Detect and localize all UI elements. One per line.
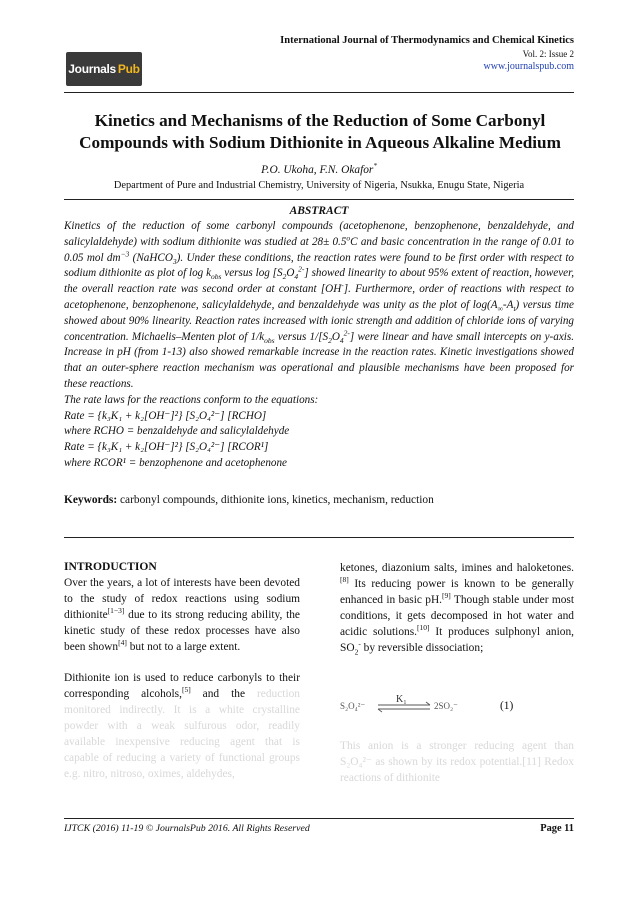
journal-website-link[interactable]: www.journalspub.com <box>483 61 574 72</box>
journal-name: International Journal of Thermodynamics and Chemical Kinetics <box>280 35 574 46</box>
reaction-constant: K₁ <box>396 694 407 705</box>
header-divider <box>64 92 574 93</box>
right-paragraph-2-faded: This anion is a stronger reducing agent than S₂O₄²⁻ as shown by its redox potential.[11] Redox reactions of dithionite <box>340 740 574 784</box>
right-column <box>340 560 574 656</box>
abstract-body <box>64 219 574 472</box>
volume-issue: Vol. 2: Issue 2 <box>522 49 574 59</box>
authors: P.O. Ukoha, F.N. Okafor* <box>261 162 377 176</box>
abstract-heading: ABSTRACT <box>289 205 349 217</box>
rate-equation-1: Rate = {k₃K₁ + k₂[OH⁻]²} [S₂O₄²⁻] [RCHO] <box>64 409 267 422</box>
reaction-product: 2SO₂⁻ <box>434 701 458 711</box>
logo-word: Journals <box>68 62 116 76</box>
paper-title: Kinetics and Mechanisms of the Reduction of Some Carbonyl Compounds with Sodium Dithionite in Aqueous Alkaline Medium <box>79 111 561 152</box>
faded-text: reduction monitored indirectly. It is a white crystalline powder with a weak sulfurous odor, readily available inexpensive reducing agent that is capable of reducing a variety of functional groups e.g. nitro, nitroso, oximes, aldehydes, <box>64 688 300 780</box>
reaction-reactant: S₂O₄²⁻ <box>340 701 366 711</box>
forward-arrow-head <box>426 702 430 705</box>
page-number: Page 11 <box>540 823 574 834</box>
intro-paragraph-2: Dithionite ion is used to reduce carbonyls to their corresponding alcohols,[5] and the reduction monitored indirectly. It is a white crystalline powder with a weak sulfurous odor, readily available inexpensive reducing agent that is capable of reducing a variety of functional groups e.g. nitro, nitroso, oximes, aldehydes, <box>64 672 300 780</box>
footer-copyright: IJTCK (2016) 11-19 © JournalsPub 2016. All Rights Reserved <box>64 823 310 834</box>
footer-divider <box>64 818 574 819</box>
right-paragraph-1: ketones, diazonium salts, imines and haloketones.[8] Its reducing power is known to be generally enhanced in basic pH.[9] Though stable under most conditions, it gets decomposed in hot water and acidic solutions.[10] It produces sulphonyl anion, $SO_2^-$ by reversible dissociation; <box>340 562 574 657</box>
title-divider <box>64 199 574 200</box>
rate-equation-1-where: where RCHO = benzaldehyde and salicylaldehyde <box>64 425 290 438</box>
reaction-equation <box>338 691 574 731</box>
abstract-divider <box>64 537 574 538</box>
affiliation: Department of Pure and Industrial Chemistry, University of Nigeria, Nsukka, Enugu State, Nigeria <box>113 180 525 191</box>
journal-logo <box>66 52 142 86</box>
rate-equation-2: Rate = {k₃K₁ + k₂[OH⁻]²} [S₂O₄²⁻] [RCOR¹] <box>64 441 269 454</box>
rate-equation-2-where: where RCOR¹ = benzophenone and acetophenone <box>64 456 287 469</box>
introduction-heading: INTRODUCTION <box>64 560 157 573</box>
intro-paragraph-1: Over the years, a lot of interests have been devoted to the study of redox reactions using sodium dithionite[1−3] due to its strong reducing ability, the kinetic study of these redox processes have also been shown[4] but not to a large extent. <box>64 577 300 653</box>
left-column <box>64 575 300 782</box>
logo-accent: Pub <box>117 62 140 76</box>
keywords: Keywords: carbonyl compounds, dithionite ions, kinetics, mechanism, reduction <box>64 494 434 506</box>
reverse-arrow-head <box>378 709 382 712</box>
rate-law-intro: The rate laws for the reactions conform to the equations: <box>64 393 319 406</box>
abstract-paragraph: Kinetics of the reduction of some carbonyl compounds (acetophenone, benzophenone, benzaldehyde, and salicylaldehyde) with sodium dithionite was studied at $28\pm 0.5^oC$ and basic concentration in the range of 0.01 to 0.05 mol $dm^{-3}$ (NaHCO$_3$). Under these conditions, the reaction rates were found to be first order with respect to sodium dithionite as plot of $\log k_{obs}$ versus $\log [S_2O_4^{2-}]$ showed linearity to about 95% extent of reaction, however, the overall reaction rate was second order at constant [OH-]. Furthermore, order of reactions with respect to acetophenone, benzophenone, salicylaldehyde, and benzaldehyde was unity as the plot of $\log(A_\infty-A_t)$ versus time showed about 90% linearity. Reaction rates increased with ionic strength and addition of chloride ions of varying concentration. Michaelis–Menten plot of $1/k_{obs}$ versus $1/[S_2O_4^{2-}]$ were linear and have small intercepts on y-axis. Increase in pH (from 1-13) also showed remarkable increase in the reaction rates. Kinetic investigations showed that an outer-sphere reaction mechanism was operational and plausible mechanisms have been proposed for these reactions. <box>64 220 574 390</box>
equation-number: (1) <box>500 700 514 712</box>
